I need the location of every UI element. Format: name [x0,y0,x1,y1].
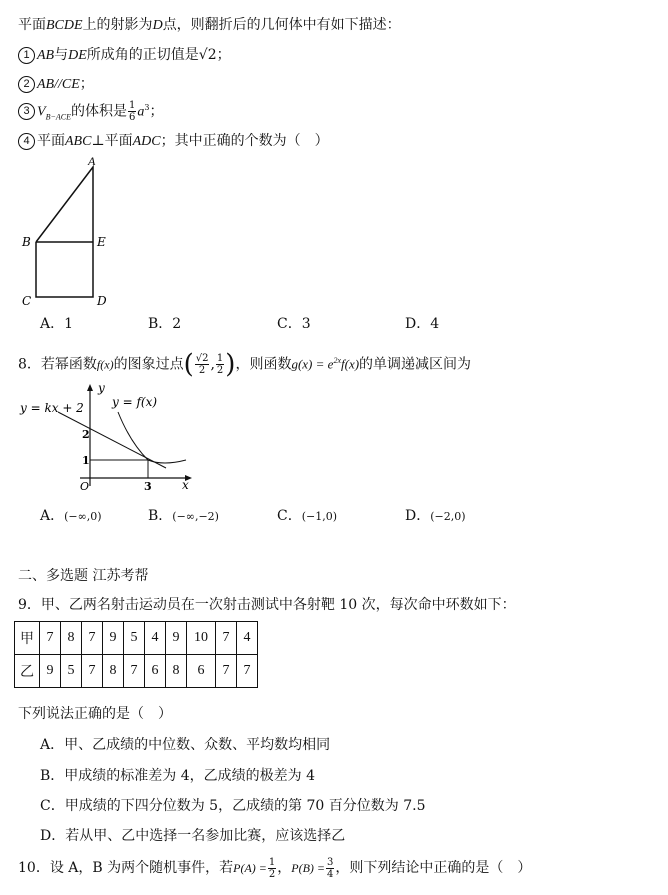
table-cell: 6 [187,655,216,688]
label-d: D [97,294,107,307]
semicolon: ； [79,76,94,92]
intro-text-c: 点，则翻折后的几何体中有如下描述： [162,17,401,33]
curve-fx [118,412,186,463]
exponent: 3 [144,102,150,112]
segment-ab: AB [37,48,55,63]
volume-subscript: B−ACE [45,112,71,122]
option-value: 2 [172,316,182,332]
table-cell: 4 [237,622,258,655]
segment-de: DE [68,48,87,63]
option-label: B． [148,316,173,332]
fraction [128,100,136,123]
table-cell: 8 [61,622,82,655]
statement-text: 所成角的正切值是 [86,47,199,63]
option-label: A． [40,316,65,332]
option-label: A． [40,508,65,524]
circled-number: 4 [18,133,35,150]
denominator: 2 [268,868,276,880]
option-value: 3 [301,316,311,332]
q9-question: 9．甲、乙两名射击运动员在一次射击测试中各射靶 10 次，每次命中环数如下： [18,597,516,613]
option-value: (−1,0) [301,510,338,523]
q7-option-d[interactable] [405,313,439,333]
table-row [15,622,258,655]
q8-text-b: 的图象过点 [113,356,184,373]
sqrt-value: √2 [198,47,217,63]
statement-3 [18,100,163,123]
table-cell: 7 [82,622,103,655]
option-label: D． [405,316,431,332]
plane-name: BCDE [46,18,83,33]
x-label: x [182,478,189,492]
q8-text-c: ，则函数 [235,356,292,373]
q7-intro [18,14,401,34]
tick-2: 2 [82,428,90,441]
comma: , [210,356,215,373]
pa: P(A) = [233,861,267,875]
table-cell: 7 [216,622,237,655]
table-cell: 5 [124,622,145,655]
q9-option-c[interactable]: C．甲成绩的下四分位数为 5，乙成绩的第 70 百分位数为 7.5 [40,798,426,814]
q8-option-c[interactable] [277,505,337,525]
gx-tail: f(x) [341,356,360,372]
plane-adc: ADC [132,134,161,149]
fraction-pb [326,857,334,880]
q7-figure [18,155,128,307]
statement-1 [18,44,231,64]
denominator: 2 [198,365,206,377]
numerator: 1 [268,856,276,868]
label-a: A [88,155,96,168]
y-label: y [98,382,105,395]
statement-2 [18,73,94,93]
paren-close: ) [225,349,236,380]
text-perp: ⊥平面 [91,133,133,149]
origin-label: O [80,480,90,493]
circled-number: 3 [18,103,35,120]
statement-4 [18,130,329,150]
pb: P(B) = [291,861,325,875]
table-cell: 7 [40,622,61,655]
table-cell: 7 [82,655,103,688]
option-label: C． [277,316,302,332]
statement-text: 的体积是 [70,103,127,120]
option-label: C． [277,508,302,524]
table-cell: 8 [103,655,124,688]
line-label: y = kx + 2 [20,401,84,415]
text-plane: 平面 [37,133,65,149]
text-and: 与 [54,47,69,63]
q8-graph [18,382,198,494]
row-header: 乙 [15,655,40,688]
paren-open: ( [183,349,194,380]
tick-3: 3 [144,480,152,493]
option-value: (−∞,−2) [172,510,219,523]
q8-question [18,343,471,383]
q10-text-b: ，则下列结论中正确的是（ ） [335,860,532,876]
option-value: (−2,0) [430,510,466,523]
label-c: C [22,294,32,307]
score-table [14,621,258,688]
tick-1: 1 [82,454,90,467]
y-arrow-icon [87,384,93,391]
table-cell: 8 [166,655,187,688]
q9-ask: 下列说法正确的是（ ） [18,706,172,722]
table-cell: 9 [40,655,61,688]
fraction-2 [216,353,224,376]
var-a: a [137,104,145,120]
intro-text-a: 平面 [18,17,46,33]
figure-outline [36,167,93,297]
table-cell: 6 [145,655,166,688]
q8-option-d[interactable] [405,505,466,525]
q8-option-a[interactable] [40,505,102,525]
fx: f(x) [96,357,114,372]
q10-question [18,853,531,883]
table-cell: 7 [124,655,145,688]
q8-option-b[interactable] [148,505,219,525]
numerator: 3 [327,856,334,868]
volume-symbol: V [37,104,46,120]
circled-number: 2 [18,76,35,93]
point-name: D [152,18,163,33]
q8-text-a: 8．若幂函数 [18,356,97,373]
q7-option-c[interactable] [277,313,311,333]
q7-option-a[interactable] [40,313,73,333]
fraction-pa [268,857,276,880]
label-e: E [97,235,106,249]
question-ask: ；其中正确的个数为（ ） [160,133,329,149]
option-label: D． [405,508,431,524]
row-header: 甲 [15,622,40,655]
section-title: 二、多选题 江苏考帮 [18,568,149,584]
q8-text-d: 的单调递减区间为 [359,356,472,373]
semicolon: ； [216,47,231,63]
denominator: 2 [216,365,224,377]
q9-option-b[interactable]: B．甲成绩的标准差为 4，乙成绩的极差为 4 [40,768,316,784]
intro-text-b: 上的射影为 [82,17,153,33]
numerator: 1 [128,100,136,111]
circled-number: 1 [18,47,35,64]
table-cell: 4 [145,622,166,655]
curve-label: y = f(x) [112,395,158,409]
option-value: (−∞,0) [64,510,102,523]
option-value: 4 [430,316,440,332]
numerator: 1 [216,353,224,365]
table-cell: 5 [61,655,82,688]
separator: ， [277,860,292,876]
parallel-statement: AB//CE [37,77,80,92]
q9-option-a[interactable]: A．甲、乙成绩的中位数、众数、平均数均相同 [40,737,331,753]
plane-abc: ABC [65,134,92,149]
option-label: B． [148,508,173,524]
table-cell: 10 [187,622,216,655]
table-cell: 7 [237,655,258,688]
q7-option-b[interactable] [148,313,181,333]
denominator: 6 [128,112,136,123]
table-cell: 7 [216,655,237,688]
gx: g(x) = e [291,356,334,372]
table-row [15,655,258,688]
table-cell: 9 [166,622,187,655]
q10-text-a: 10．设 A，B 为两个随机事件，若 [18,860,234,876]
gx-exponent: 2x [333,356,341,365]
label-b: B [22,235,31,249]
denominator: 4 [327,868,334,880]
fraction-1 [195,353,210,376]
q9-option-d[interactable]: D．若从甲、乙中选择一名参加比赛，应该选择乙 [40,828,346,844]
semicolon: ； [149,103,164,120]
option-value: 1 [64,316,74,332]
numerator: √2 [195,353,209,365]
table-cell: 9 [103,622,124,655]
